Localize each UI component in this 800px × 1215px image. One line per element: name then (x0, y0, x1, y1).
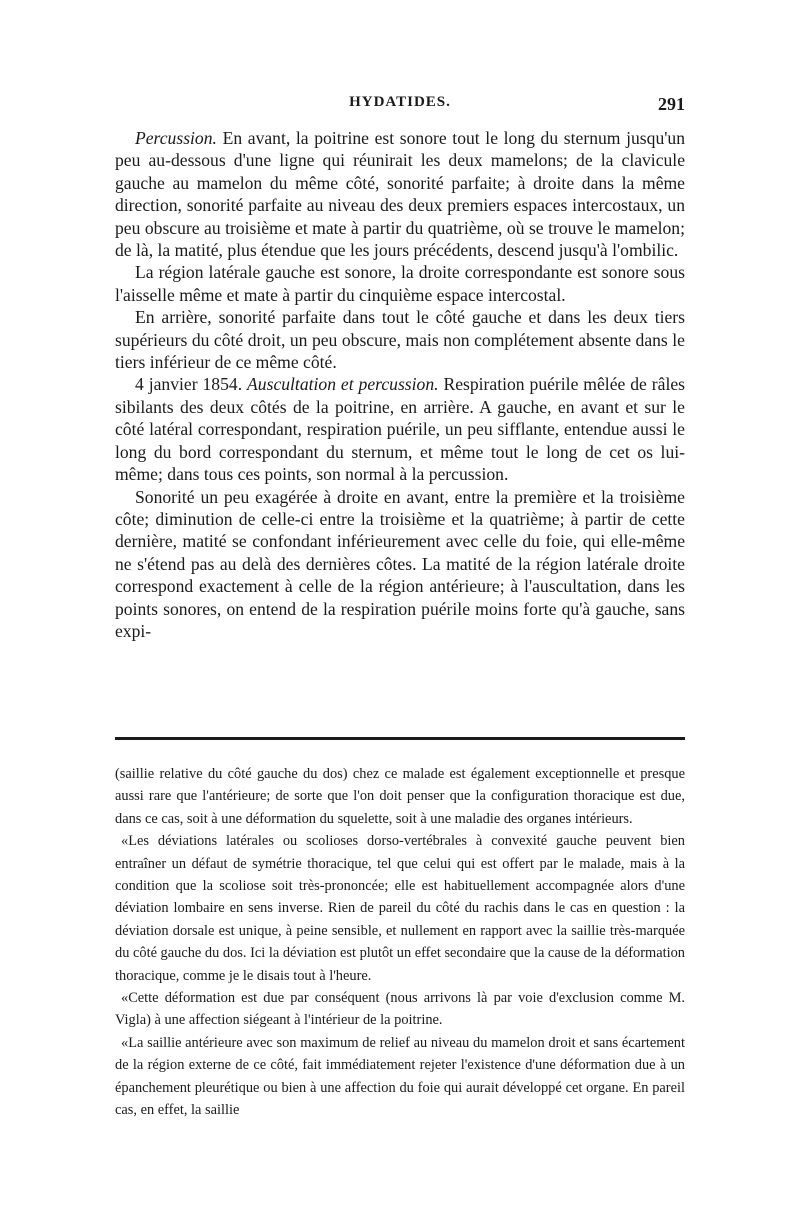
paragraph-label: Percussion. (135, 128, 217, 148)
page-number: 291 (658, 94, 685, 114)
paragraph-text: En avant, la poitrine est sonore tout le long du sternum jusqu'un peu au-dessous d'une ligne qui réunirait les deux mamelons; de la clavicule gauche au mamelon du même côté, sonorité parfaite; à droite dans la même direction, sonorité parfaite au niveau des deux premiers espaces intercostaux, un peu obscure au troisième et mate à partir du quatrième, où se trouve le mamelon; de là, la matité, plus étendue que les jours précédents, descend jusqu'à l'ombilic. (115, 128, 685, 261)
page-header (115, 94, 685, 120)
footnote-paragraph: «Cette déformation est due par conséquent (nous arrivons là par voie d'exclusion comme M. Vigla) à une affection siégeant à l'intérieur de la poitrine. (115, 990, 685, 1029)
footnote-paragraph: «La saillie antérieure avec son maximum de relief au niveau du mamelon droit et sans écartement de la région externe de ce côté, fait immédiatement rejeter l'existence d'une déformation due à un épanchement pleurétique ou bien à une affection du foie qui aurait développé cet organe. En pareil cas, en effet, la saillie (115, 1034, 685, 1119)
footnote-paragraph: «Les déviations latérales ou scolioses dorso-vertébrales à convexité gauche peuvent bien entraîner un défaut de symétrie thoracique, tel que celui qui est offert par le malade, mais à la condition que la scoliose soit très-prononcée; elle est habituellement accompagnée alors d'une déviation lombaire en sens inverse. Rien de pareil du côté du rachis dans le cas en question : la déviation dorsale est unique, à peine sensible, et nullement en rapport avec la saillie très-marquée du côté gauche du dos. Ici la déviation est plutôt un effet secondaire que la cause de la déformation thoracique, comme je le disais tout à l'heure. (115, 833, 685, 984)
paragraph-date: 4 janvier 1854. (135, 374, 243, 395)
paragraph-percussion (115, 127, 685, 261)
paragraph-text: Respiration puérile mêlée de râles sibilants des deux côtés de la poitrine, en arrière. A gauche, en avant et sur le côté latéral correspondant, respiration puérile, un peu sifflante, entendue aussi le long du bord correspondant du sternum, et même tout le long de cet os lui-même; dans tous ces points, son normal à la percussion. (115, 374, 685, 485)
paragraph-january-4 (115, 373, 685, 485)
paragraph-text: La région latérale gauche est sonore, la droite correspondante est sonore sous l'aisselle même et mate à partir du cinquième espace intercostal. (115, 262, 685, 305)
paragraph-text: En arrière, sonorité parfaite dans tout le côté gauche et dans les deux tiers supérieurs du côté droit, un peu obscure, mais non complétement absente dans le tiers inférieur de ce même côté. (115, 307, 685, 373)
footnotes (115, 763, 685, 1122)
paragraph-lateral-region (115, 261, 685, 306)
paragraph-posterior (115, 306, 685, 373)
paragraph-text: Sonorité un peu exagérée à droite en avant, entre la première et la troisième côte; diminution de celle-ci entre la troisième et la quatrième; à partir de cette dernière, matité se confondant inférieurement avec celle du foie, qui elle-même ne s'étend pas au delà des dernières côtes. La matité de la région latérale droite correspond exactement à celle de la région antérieure; à l'auscultation, dans les points sonores, on entend de la respiration puérile moins forte qu'à gauche, sans expi- (115, 486, 685, 641)
footnote-paragraph: (saillie relative du côté gauche du dos) chez ce malade est également exceptionnelle et presque aussi rare que l'antérieure; de sorte que l'on doit penser que la configuration thoracique est due, dans ce cas, soit à une déformation du squelette, soit à une maladie des organes intérieurs. (115, 766, 685, 827)
running-title: HYDATIDES. (349, 94, 451, 110)
footnote-separator (115, 737, 685, 740)
paragraph-right-sonority (115, 486, 685, 643)
main-text (115, 127, 685, 642)
paragraph-label: Auscultation et percussion. (247, 374, 439, 395)
